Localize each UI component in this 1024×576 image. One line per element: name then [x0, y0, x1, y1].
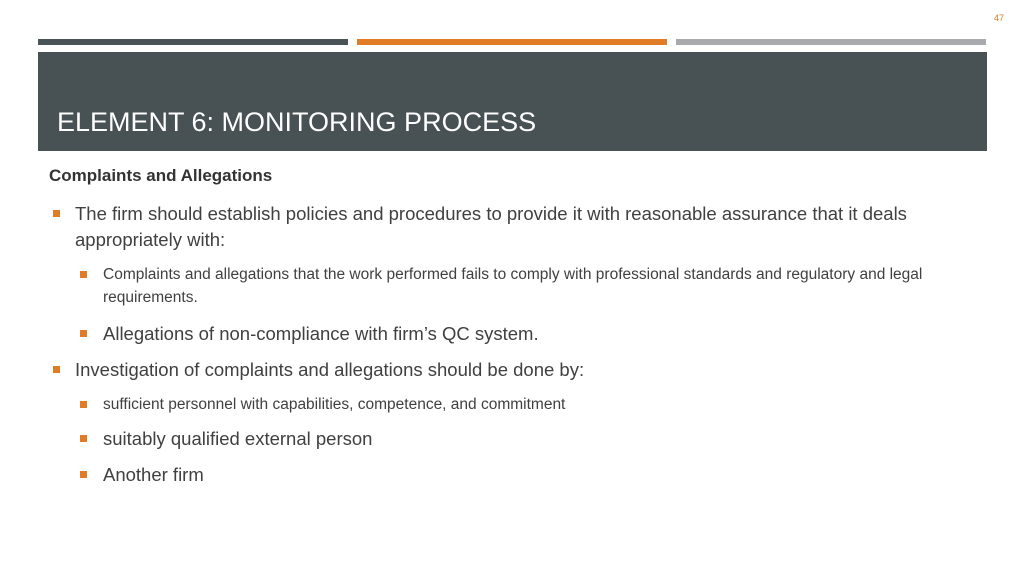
bullet-list	[49, 201, 979, 488]
square-bullet-icon	[80, 401, 87, 408]
bullet-text: sufficient personnel with capabilities, competence, and commitment	[103, 396, 566, 413]
square-bullet-icon	[80, 471, 87, 478]
square-bullet-icon	[53, 210, 60, 217]
accent-bar-orange	[357, 39, 667, 45]
bullet-text: Allegations of non-compliance with firm’s QC system.	[103, 323, 539, 344]
slide-title: ELEMENT 6: MONITORING PROCESS	[57, 107, 537, 137]
bullet-text: Another firm	[103, 464, 204, 485]
list-item	[49, 426, 979, 452]
list-item	[49, 321, 979, 347]
square-bullet-icon	[80, 435, 87, 442]
list-item	[49, 201, 979, 253]
bullet-text: Investigation of complaints and allegations should be done by:	[75, 359, 585, 380]
subheading: Complaints and Allegations	[49, 166, 273, 185]
accent-bar-gray	[676, 39, 986, 45]
bullet-text: Complaints and allegations that the work performed fails to comply with professional standards and regulatory and legal requirements.	[103, 266, 923, 306]
square-bullet-icon	[53, 366, 60, 373]
bullet-text: suitably qualified external person	[103, 428, 373, 449]
list-item	[49, 393, 979, 416]
bullet-text: The firm should establish policies and procedures to provide it with reasonable assurance that it deals appropriately with:	[75, 203, 907, 250]
list-item	[49, 462, 979, 488]
page-number: 47	[993, 13, 1004, 23]
list-item	[49, 263, 979, 309]
accent-bar-dark	[38, 39, 348, 45]
square-bullet-icon	[80, 330, 87, 337]
title-band	[38, 52, 987, 151]
list-item	[49, 357, 979, 383]
square-bullet-icon	[80, 271, 87, 278]
